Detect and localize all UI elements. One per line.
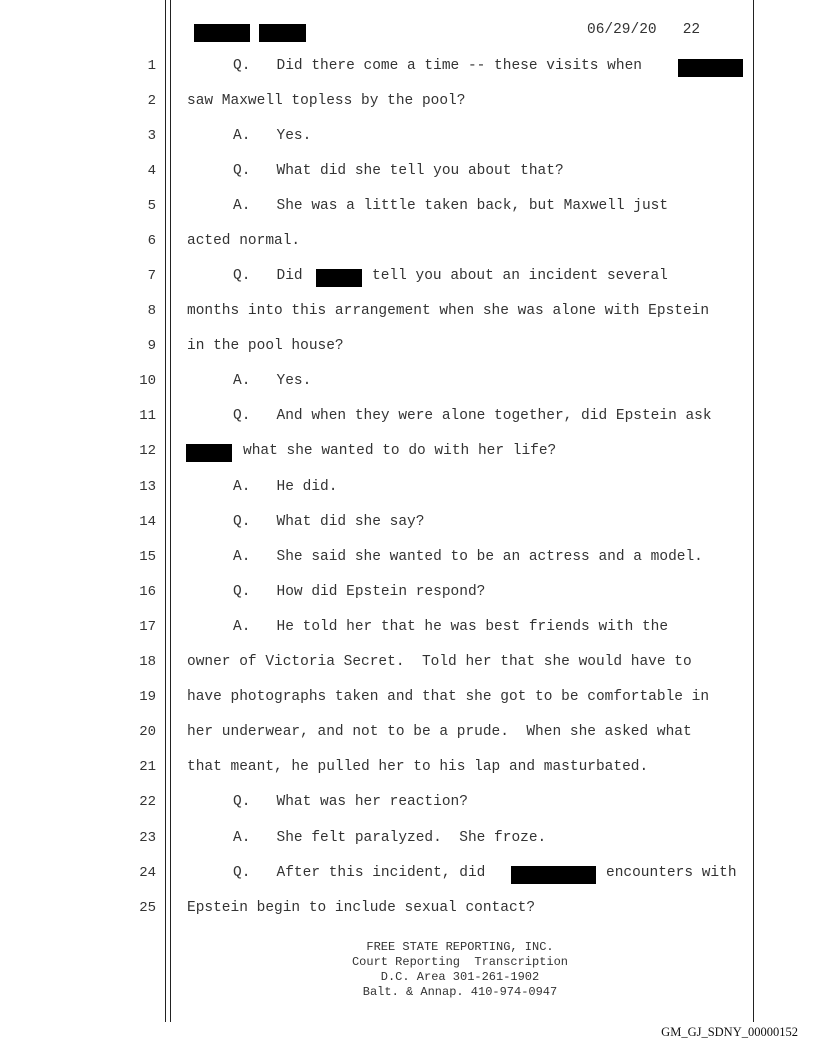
transcript-line-start: Q. After this incident, did xyxy=(233,865,486,881)
transcript-line: A. He did. xyxy=(233,479,338,495)
transcript-line: Q. What was her reaction? xyxy=(233,794,468,810)
line-number: 9 xyxy=(147,338,156,354)
transcript-line: months into this arrangement when she was alone with Epstein xyxy=(187,303,710,319)
transcript-line: Q. What did she tell you about that? xyxy=(233,163,564,179)
footer-service: Court Reporting Transcription xyxy=(351,955,569,969)
footer-phone-balt: Balt. & Annap. 410-974-0947 xyxy=(362,985,558,999)
transcript-line: owner of Victoria Secret. Told her that she would have to xyxy=(187,654,692,670)
footer-phone-dc: D.C. Area 301-261-1902 xyxy=(380,970,540,984)
redaction-name xyxy=(316,269,362,287)
line-number: 24 xyxy=(139,865,156,881)
transcript-line: A. Yes. xyxy=(233,128,312,144)
redaction-name xyxy=(186,444,232,462)
redaction-header-1 xyxy=(194,24,250,42)
line-number: 15 xyxy=(139,549,156,565)
line-number: 7 xyxy=(147,268,156,284)
line-number: 11 xyxy=(139,408,156,424)
right-margin-rule xyxy=(753,0,754,1022)
reporter-footer xyxy=(300,940,620,1000)
line-number: 22 xyxy=(139,794,156,810)
line-number: 10 xyxy=(139,373,156,389)
transcript-line-end: encounters with xyxy=(606,865,737,881)
line-number: 17 xyxy=(139,619,156,635)
transcript-line: A. He told her that he was best friends with the xyxy=(233,619,669,635)
redaction-name xyxy=(511,866,596,884)
line-number: 1 xyxy=(147,58,156,74)
line-number: 13 xyxy=(139,479,156,495)
line-number: 19 xyxy=(139,689,156,705)
transcript-line-start: Q. Did xyxy=(233,268,303,284)
transcript-line: Q. And when they were alone together, did Epstein ask xyxy=(233,408,712,424)
left-margin-rule-inner xyxy=(170,0,171,1022)
line-number: 4 xyxy=(147,163,156,179)
transcript-line: A. Yes. xyxy=(233,373,312,389)
line-number: 6 xyxy=(147,233,156,249)
line-number: 12 xyxy=(139,443,156,459)
line-number: 2 xyxy=(147,93,156,109)
line-number: 3 xyxy=(147,128,156,144)
transcript-line: what she wanted to do with her life? xyxy=(243,443,557,459)
transcript-line: A. She was a little taken back, but Maxwell just xyxy=(233,198,669,214)
transcript-line: Q. How did Epstein respond? xyxy=(233,584,486,600)
line-number: 18 xyxy=(139,654,156,670)
line-number: 21 xyxy=(139,759,156,775)
transcript-line: saw Maxwell topless by the pool? xyxy=(187,93,466,109)
transcript-line: her underwear, and not to be a prude. When she asked what xyxy=(187,724,692,740)
line-number: 5 xyxy=(147,198,156,214)
transcript-line: A. She felt paralyzed. She froze. xyxy=(233,830,547,846)
line-number: 8 xyxy=(147,303,156,319)
transcript-line: Epstein begin to include sexual contact? xyxy=(187,900,536,916)
line-number: 25 xyxy=(139,900,156,916)
bates-number: GM_GJ_SDNY_00000152 xyxy=(661,1025,798,1039)
header-date-page: 06/29/20 22 xyxy=(587,22,701,38)
transcript-line: Q. Did there come a time -- these visits when xyxy=(233,58,642,74)
transcript-line: that meant, he pulled her to his lap and masturbated. xyxy=(187,759,649,775)
redaction-header-2 xyxy=(259,24,306,42)
line-number: 20 xyxy=(139,724,156,740)
redaction-name xyxy=(678,59,743,77)
left-margin-rule-outer xyxy=(165,0,166,1022)
transcript-line: have photographs taken and that she got to be comfortable in xyxy=(187,689,710,705)
line-number: 16 xyxy=(139,584,156,600)
transcript-line: acted normal. xyxy=(187,233,301,249)
transcript-line-end: tell you about an incident several xyxy=(372,268,668,284)
line-number: 14 xyxy=(139,514,156,530)
transcript-line: A. She said she wanted to be an actress and a model. xyxy=(233,549,703,565)
transcript-line: in the pool house? xyxy=(187,338,344,354)
footer-company: FREE STATE REPORTING, INC. xyxy=(366,940,554,954)
transcript-line: Q. What did she say? xyxy=(233,514,425,530)
line-number: 23 xyxy=(139,830,156,846)
